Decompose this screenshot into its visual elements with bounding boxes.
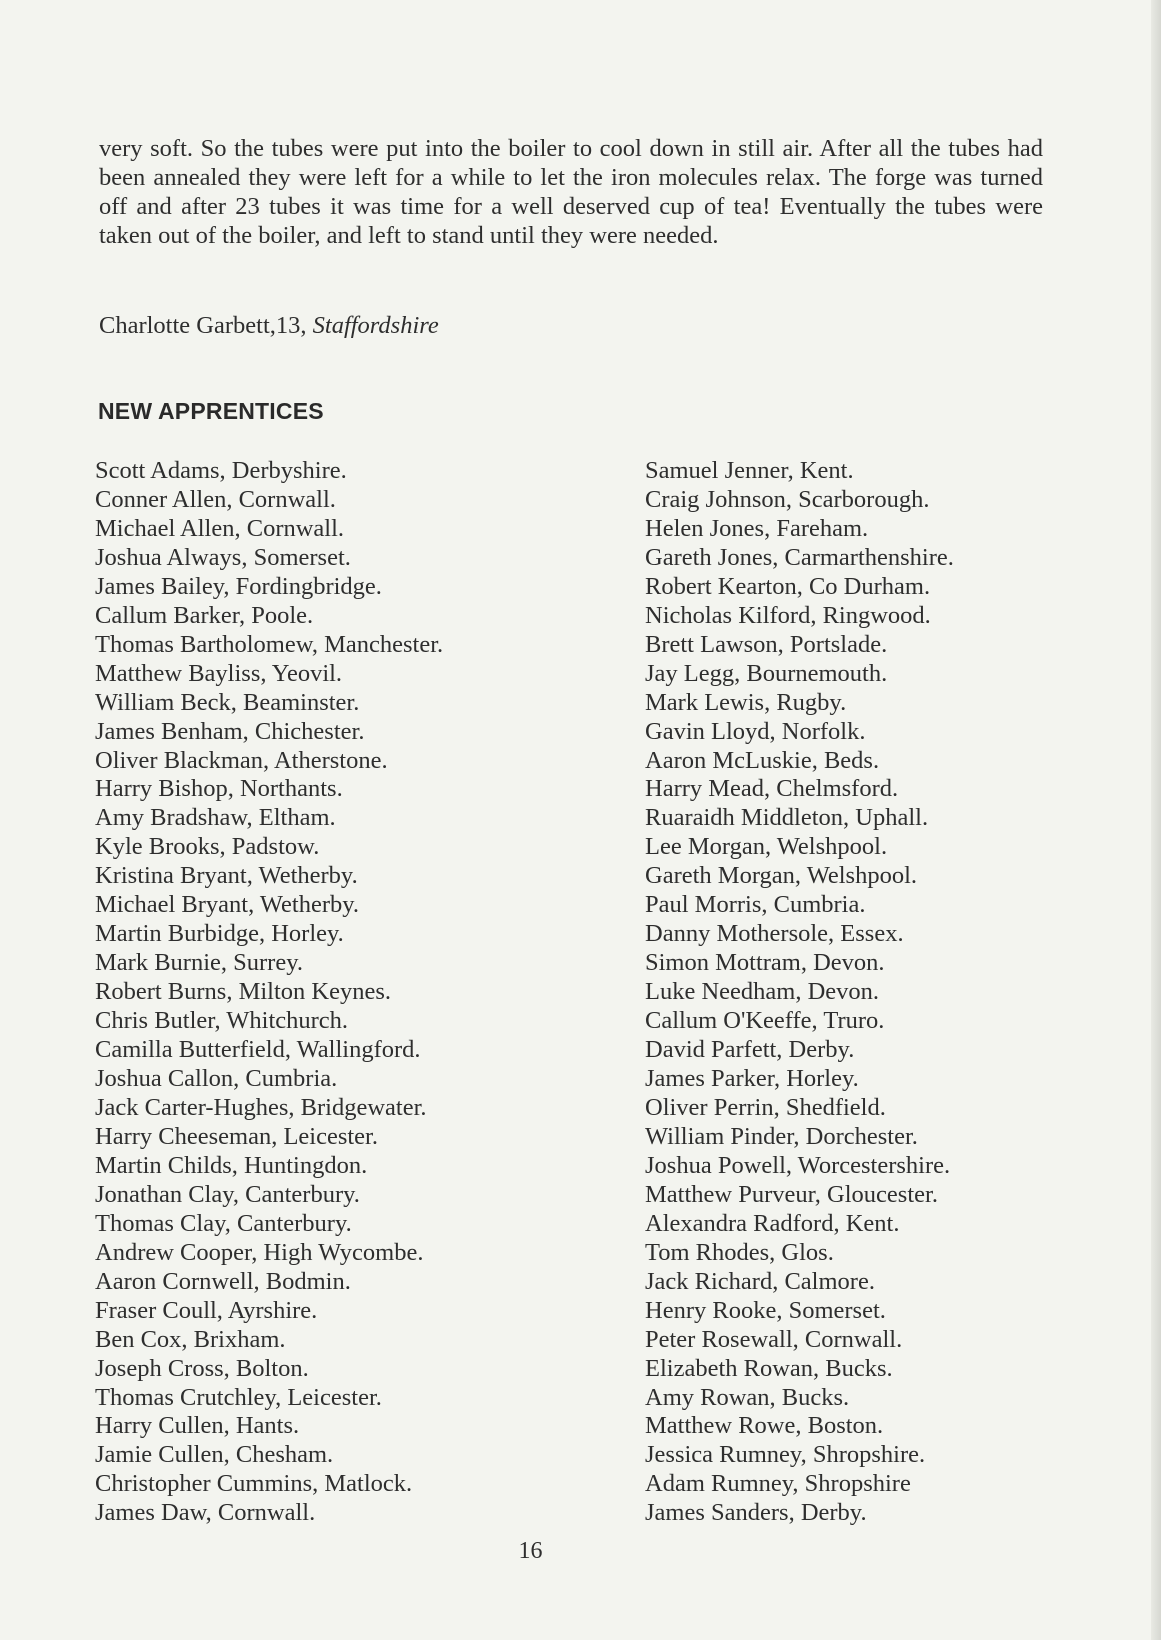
apprentice-entry: Matthew Bayliss, Yeovil. <box>95 659 343 687</box>
apprentice-entry: Michael Allen, Cornwall. <box>95 514 345 542</box>
apprentice-entry: Amy Rowan, Bucks. <box>645 1383 850 1411</box>
apprentice-entry: William Beck, Beaminster. <box>95 688 360 716</box>
apprentice-entry: Harry Cullen, Hants. <box>95 1412 300 1440</box>
apprentice-entry: Callum Barker, Poole. <box>95 601 314 629</box>
apprentice-entry: Luke Needham, Devon. <box>645 978 880 1006</box>
apprentice-entry: William Pinder, Dorchester. <box>645 1122 918 1150</box>
apprentice-entry: Martin Childs, Huntingdon. <box>95 1151 368 1179</box>
apprentice-entry: Adam Rumney, Shropshire <box>645 1470 911 1498</box>
apprentice-entry: Simon Mottram, Devon. <box>645 949 885 977</box>
apprentice-entry: Callum O'Keeffe, Truro. <box>645 1007 885 1035</box>
apprentice-entry: Brett Lawson, Portslade. <box>645 630 888 658</box>
apprentice-entry: Amy Bradshaw, Eltham. <box>95 804 336 832</box>
apprentice-entry: James Daw, Cornwall. <box>95 1499 316 1527</box>
apprentice-entry: Aaron McLuskie, Beds. <box>645 746 880 774</box>
apprentice-entry: Kristina Bryant, Wetherby. <box>95 862 358 890</box>
apprentice-entry: Aaron Cornwell, Bodmin. <box>95 1267 351 1295</box>
apprentice-entry: Chris Butler, Whitchurch. <box>95 1007 349 1035</box>
apprentice-entry: Andrew Cooper, High Wycombe. <box>95 1238 424 1266</box>
page-edge <box>1151 0 1161 1640</box>
apprentice-entry: Matthew Purveur, Gloucester. <box>645 1180 938 1208</box>
apprentice-entry: Jessica Rumney, Shropshire. <box>645 1441 926 1469</box>
apprentice-entry: Peter Rosewall, Cornwall. <box>645 1325 903 1353</box>
apprentice-entry: Joshua Callon, Cumbria. <box>95 1065 338 1093</box>
apprentice-entry: Elizabeth Rowan, Bucks. <box>645 1354 893 1382</box>
apprentice-entry: Samuel Jenner, Kent. <box>645 457 854 484</box>
apprentice-entry: Kyle Brooks, Padstow. <box>95 833 320 861</box>
apprentice-entry: Nicholas Kilford, Ringwood. <box>645 601 931 629</box>
apprentice-entry: Thomas Clay, Canterbury. <box>95 1209 352 1237</box>
apprentice-entry: Ruaraidh Middleton, Uphall. <box>645 804 929 832</box>
apprentice-entry: Michael Bryant, Wetherby. <box>95 891 360 919</box>
apprentice-entry: Conner Allen, Cornwall. <box>95 485 336 513</box>
apprentice-entry: Tom Rhodes, Glos. <box>645 1238 834 1266</box>
apprentice-entry: Alexandra Radford, Kent. <box>645 1209 900 1237</box>
apprentice-entry: Matthew Rowe, Boston. <box>645 1412 884 1440</box>
apprentice-entry: Christopher Cummins, Matlock. <box>95 1470 413 1498</box>
apprentice-entry: Gavin Lloyd, Norfolk. <box>645 717 866 745</box>
apprentice-entry: Henry Rooke, Somerset. <box>645 1296 886 1324</box>
apprentice-entry: Harry Mead, Chelmsford. <box>645 775 899 803</box>
apprentice-entry: Thomas Bartholomew, Manchester. <box>95 630 444 658</box>
apprentice-entry: Scott Adams, Derbyshire. <box>95 457 347 484</box>
apprentice-entry: Craig Johnson, Scarborough. <box>645 485 930 513</box>
apprentice-entry: Robert Burns, Milton Keynes. <box>95 978 392 1006</box>
apprentice-entry: James Parker, Horley. <box>645 1065 859 1093</box>
apprentice-entry: Jamie Cullen, Chesham. <box>95 1441 334 1469</box>
apprentice-entry: David Parfett, Derby. <box>645 1036 855 1064</box>
page-number: 16 <box>518 1538 543 1564</box>
apprentice-entry: Gareth Jones, Carmarthenshire. <box>645 543 954 571</box>
apprentice-entry: Oliver Perrin, Shedfield. <box>645 1093 886 1121</box>
apprentice-entry: Camilla Butterfield, Wallingford. <box>95 1036 421 1064</box>
apprentice-entry: Martin Burbidge, Horley. <box>95 920 344 948</box>
section-heading: NEW APPRENTICES <box>98 398 324 424</box>
apprentice-entry: James Sanders, Derby. <box>645 1499 867 1527</box>
apprentice-entry: Fraser Coull, Ayrshire. <box>95 1296 318 1324</box>
apprentice-entry: Mark Burnie, Surrey. <box>95 949 303 977</box>
apprentice-entry: Jay Legg, Bournemouth. <box>645 659 888 687</box>
apprentice-entry: Gareth Morgan, Welshpool. <box>645 862 918 890</box>
apprentice-entry: Mark Lewis, Rugby. <box>645 688 847 716</box>
apprentice-entry: Thomas Crutchley, Leicester. <box>95 1383 382 1411</box>
signature-location: Staffordshire <box>312 312 439 339</box>
apprentice-entry: Paul Morris, Cumbria. <box>645 891 866 919</box>
apprentice-entry: Jack Richard, Calmore. <box>645 1267 875 1295</box>
apprentice-entry: Joshua Always, Somerset. <box>95 543 351 571</box>
apprentice-list-right <box>645 457 954 1528</box>
apprentice-entry: Joseph Cross, Bolton. <box>95 1354 309 1382</box>
apprentice-entry: Harry Bishop, Northants. <box>95 775 343 803</box>
apprentice-entry: Harry Cheeseman, Leicester. <box>95 1122 378 1150</box>
apprentice-entry: Jonathan Clay, Canterbury. <box>95 1180 360 1208</box>
apprentice-entry: Jack Carter-Hughes, Bridgewater. <box>95 1093 427 1121</box>
signature-author: Charlotte Garbett,13, <box>99 312 313 339</box>
apprentice-entry: Lee Morgan, Welshpool. <box>645 833 888 861</box>
apprentice-list-left <box>95 457 443 1528</box>
apprentice-entry: Helen Jones, Fareham. <box>645 514 869 542</box>
apprentice-entry: James Bailey, Fordingbridge. <box>95 572 382 600</box>
apprentice-entry: Ben Cox, Brixham. <box>95 1325 286 1353</box>
apprentice-entry: James Benham, Chichester. <box>95 717 365 745</box>
signature <box>99 311 439 340</box>
apprentice-entry: Robert Kearton, Co Durham. <box>645 572 931 600</box>
intro-paragraph: very soft. So the tubes were put into the boiler to cool down in still air. After all the tubes had been annealed they were left for a while to let the iron molecules relax. The forge was turned off and after 23 tubes it was time for a well deserved cup of tea! Eventually the tubes were taken out of the boiler, and left to stand until they were needed. <box>99 135 1043 249</box>
apprentice-entry: Joshua Powell, Worcestershire. <box>645 1151 951 1179</box>
apprentice-entry: Oliver Blackman, Atherstone. <box>95 746 388 774</box>
apprentice-entry: Danny Mothersole, Essex. <box>645 920 904 948</box>
